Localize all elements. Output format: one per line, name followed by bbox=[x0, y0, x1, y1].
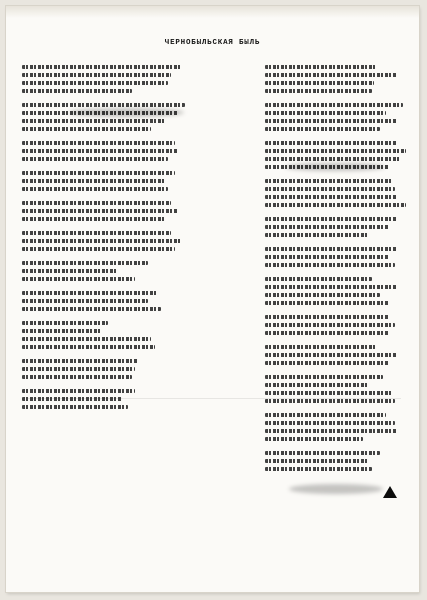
page-title: ЧЕРНОБЫЛЬСКАЯ БЫЛЬ bbox=[164, 39, 261, 47]
text-line-placeholder bbox=[22, 65, 181, 69]
text-line-placeholder bbox=[22, 231, 171, 235]
text-line-placeholder bbox=[265, 149, 406, 153]
text-line-placeholder bbox=[22, 397, 122, 401]
text-line-placeholder bbox=[265, 399, 395, 403]
text-line-placeholder bbox=[265, 277, 372, 281]
text-line-placeholder bbox=[22, 247, 175, 251]
text-line-placeholder bbox=[22, 201, 171, 205]
text-line-placeholder bbox=[265, 187, 395, 191]
text-line-placeholder bbox=[265, 413, 386, 417]
text-line-placeholder bbox=[22, 127, 151, 131]
text-line-placeholder bbox=[22, 179, 165, 183]
ink-smudge bbox=[285, 163, 385, 171]
text-line-placeholder bbox=[22, 359, 138, 363]
text-line-placeholder bbox=[22, 375, 132, 379]
text-line-placeholder bbox=[265, 217, 397, 221]
text-line-placeholder bbox=[265, 157, 400, 161]
text-line-placeholder bbox=[265, 247, 397, 251]
text-line-placeholder bbox=[265, 81, 374, 85]
text-line-placeholder bbox=[22, 187, 168, 191]
text-line-placeholder bbox=[265, 429, 397, 433]
text-line-placeholder bbox=[22, 119, 165, 123]
text-line-placeholder bbox=[265, 301, 389, 305]
text-line-placeholder bbox=[265, 111, 386, 115]
text-line-placeholder bbox=[265, 331, 389, 335]
text-line-placeholder bbox=[265, 285, 397, 289]
text-line-placeholder bbox=[265, 437, 363, 441]
text-line-placeholder bbox=[22, 367, 135, 371]
text-line-placeholder bbox=[265, 103, 403, 107]
text-line-placeholder bbox=[265, 195, 397, 199]
text-line-placeholder bbox=[265, 233, 369, 237]
text-line-placeholder bbox=[265, 459, 369, 463]
text-line-placeholder bbox=[22, 291, 158, 295]
left-column-text bbox=[22, 65, 188, 413]
ink-smudge bbox=[69, 108, 184, 117]
text-line-placeholder bbox=[22, 217, 165, 221]
text-line-placeholder bbox=[22, 329, 102, 333]
text-line-placeholder bbox=[265, 323, 395, 327]
text-line-placeholder bbox=[265, 141, 397, 145]
text-line-placeholder bbox=[265, 119, 397, 123]
text-line-placeholder bbox=[265, 225, 389, 229]
text-line-placeholder bbox=[22, 307, 161, 311]
text-line-placeholder bbox=[265, 361, 389, 365]
text-line-placeholder bbox=[22, 89, 132, 93]
text-line-placeholder bbox=[265, 375, 383, 379]
text-line-placeholder bbox=[22, 81, 168, 85]
text-line-placeholder bbox=[22, 103, 185, 107]
text-line-placeholder bbox=[22, 389, 135, 393]
text-line-placeholder bbox=[265, 391, 392, 395]
text-line-placeholder bbox=[22, 141, 175, 145]
text-line-placeholder bbox=[22, 345, 155, 349]
text-line-placeholder bbox=[265, 353, 397, 357]
text-line-placeholder bbox=[22, 239, 181, 243]
ink-spot bbox=[383, 486, 397, 498]
right-column-text bbox=[265, 65, 409, 475]
text-line-placeholder bbox=[265, 263, 395, 267]
text-line-placeholder bbox=[22, 277, 135, 281]
text-line-placeholder bbox=[265, 345, 377, 349]
text-line-placeholder bbox=[265, 315, 389, 319]
text-line-placeholder bbox=[265, 203, 406, 207]
text-line-placeholder bbox=[22, 261, 148, 265]
text-line-placeholder bbox=[22, 405, 128, 409]
text-line-placeholder bbox=[265, 451, 380, 455]
text-line-placeholder bbox=[265, 293, 380, 297]
text-line-placeholder bbox=[265, 467, 372, 471]
text-line-placeholder bbox=[265, 179, 392, 183]
text-line-placeholder bbox=[22, 321, 108, 325]
text-line-placeholder bbox=[22, 209, 178, 213]
text-line-placeholder bbox=[265, 255, 389, 259]
text-line-placeholder bbox=[265, 65, 377, 69]
text-line-placeholder bbox=[22, 73, 171, 77]
text-line-placeholder bbox=[22, 299, 148, 303]
text-line-placeholder bbox=[22, 337, 151, 341]
text-line-placeholder bbox=[22, 269, 118, 273]
text-line-placeholder bbox=[265, 73, 397, 77]
text-line-placeholder bbox=[22, 157, 168, 161]
typewritten-page bbox=[6, 6, 419, 592]
text-line-placeholder bbox=[265, 421, 395, 425]
text-line-placeholder bbox=[265, 89, 372, 93]
text-line-placeholder bbox=[22, 171, 175, 175]
text-line-placeholder bbox=[265, 383, 369, 387]
text-line-placeholder bbox=[22, 149, 178, 153]
ink-smudge bbox=[289, 484, 383, 494]
text-line-placeholder bbox=[265, 127, 380, 131]
